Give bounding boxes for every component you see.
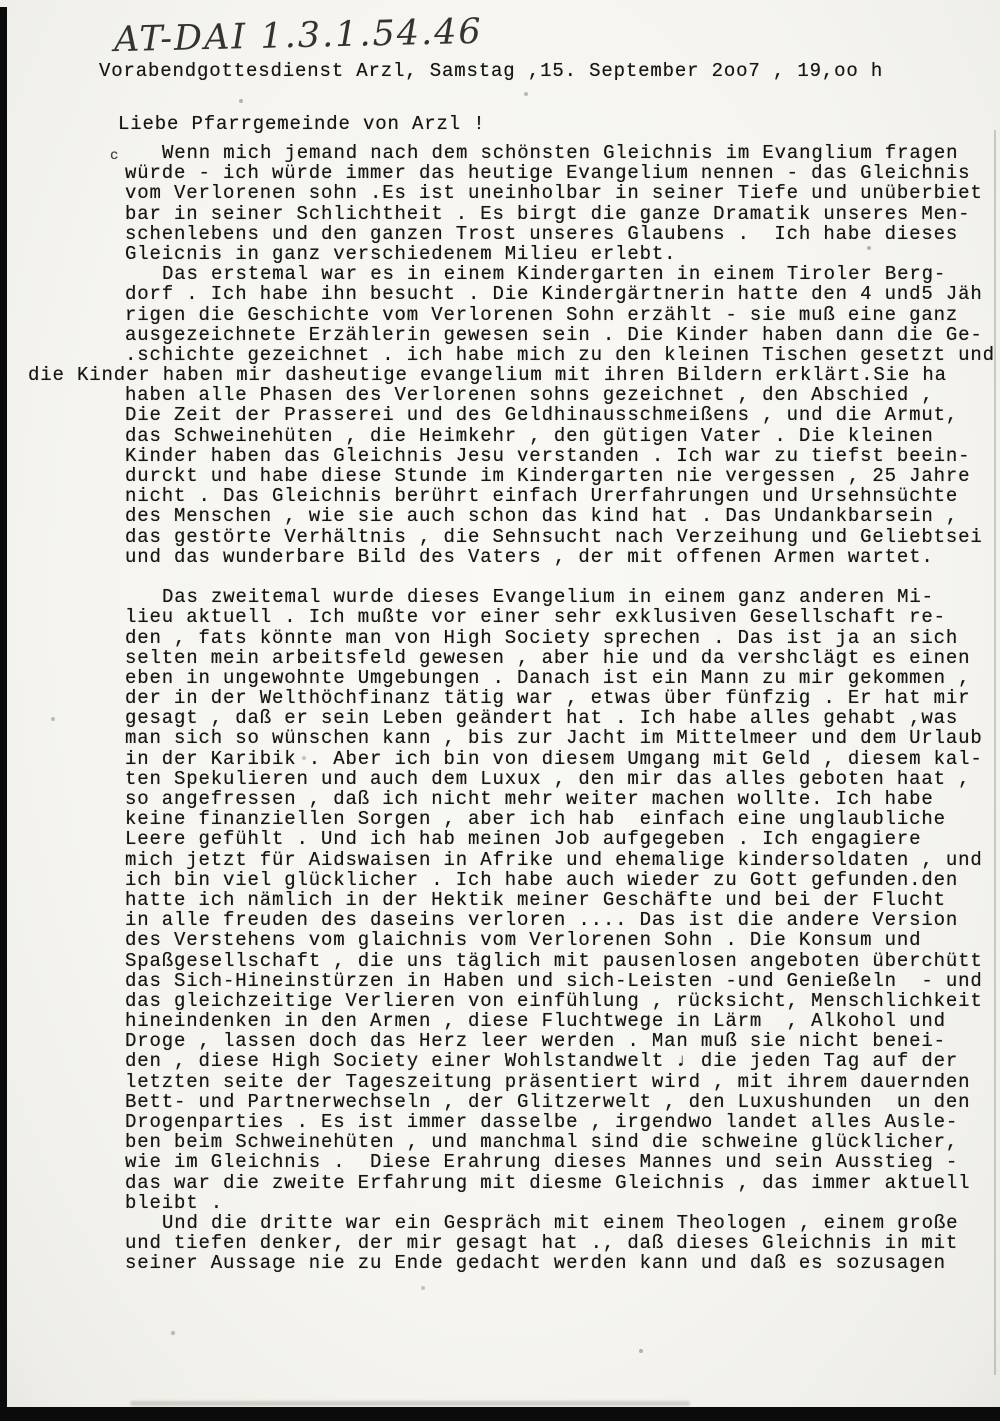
text-line: Droge , lassen doch das Herz leer werden . Man muß sie nicht benei- (125, 1030, 946, 1053)
paragraph (125, 1213, 995, 1274)
text-line: gesagt , daß er sein Leben geändert hat . Ich habe alles gehabt ,was (125, 707, 959, 730)
text-line: die Kinder haben mir dasheutige evangelium mit ihren Bildern erklärt.Sie ha (28, 364, 947, 387)
salutation: Liebe Pfarrgemeinde von Arzl ! (118, 113, 486, 135)
text-line: dorf . Ich habe ihn besucht . Die Kindergärtnerin hatte den 4 und5 Jäh (125, 283, 983, 306)
text-line: in alle freuden des daseins verloren .... Das ist die andere Version (125, 909, 959, 932)
text-line: Das zweitemal wurde dieses Evangelium in einem ganz anderen Mi- (162, 586, 934, 609)
paragraph (28, 263, 995, 568)
text-line: der in der Welthöchfinanz tätig war , etwas über fünfzig . Er hat mir (125, 687, 971, 710)
paragraph (125, 143, 995, 264)
text-line: den , fats könnte man von High Society sprechen . Das ist ja an sich (125, 626, 959, 649)
text-line: haben alle Phasen des Verlorenen sohns gezeichnet , den Abschied , (125, 384, 934, 407)
text-line: bar in seiner Schlichtheit . Es birgt die ganze Dramatik unseres Men- (125, 202, 971, 225)
text-line: ben beim Schweinehüten , und manchmal sind die schweine glücklicher, (125, 1131, 959, 1154)
text-line: das war die zweite Erfahrung mit diesme Gleichnis , das immer aktuell (125, 1171, 971, 1194)
text-line: so angefressen , daß ich nicht mehr weiter machen wollte. Ich habe (125, 788, 934, 810)
text-line: mich jetzt für Aidswaisen in Afrike und ehemalige kindersoldaten , und (125, 848, 983, 871)
document-body (28, 142, 995, 1275)
text-line: würde - ich würde immer das heutige Evangelium nennen - das Gleichnis (125, 162, 971, 185)
document-title: Vorabendgottesdienst Arzl, Samstag ,15. September 2oo7 , 19,oo h (99, 60, 884, 82)
text-line: das Schweinehüten , die Heimkehr , den gütigen Vater . Die kleinen (125, 424, 934, 447)
text-line: rigen die Geschichte vom Verlorenen Sohn erzählt - sie muß eine ganz (125, 303, 959, 326)
text-line: selten mein arbeitsfeld gewesen , aber hie und da vershclägt es einen (125, 646, 971, 669)
scan-edge-left-bar (0, 7, 7, 1421)
text-line: ten Spekulieren und auch dem Luxux , den mir das alles geboten haat , (125, 767, 971, 790)
archive-code-annotation: AT-DAI 1.3.1.54.46 (113, 11, 484, 61)
text-line: in der Karibik . Aber ich bin von diesem Umgang mit Geld , diesem kal- (125, 747, 983, 770)
text-line: man sich so wünschen kann , bis zur Jacht im Mittelmeer und dem Urlaub (125, 727, 983, 750)
text-line: eben in ungewohnte Umgebungen . Danach ist ein Mann zu mir gekommen , (125, 666, 971, 689)
stray-typed-mark: c (110, 148, 120, 164)
text-line: durckt und habe diese Stunde im Kindergarten nie vergessen , 25 Jahre (125, 465, 971, 487)
text-line: Die Zeit der Prasserei und des Geldhinausschmeißens , und die Armut, (125, 404, 959, 427)
text-line: des Verstehens vom glaichnis vom Verlorenen Sohn . Die Konsum und (125, 929, 922, 952)
text-line: Leere gefühlt . Und ich hab meinen Job aufgegeben . Ich engagiere (125, 828, 922, 851)
text-line: ich bin viel glücklicher . Ich habe auch wieder zu Gott gefunden.den (125, 868, 959, 891)
text-line: das Sich-Hineinstürzen in Haben und sich-Leisten -und Genießeln - und (125, 969, 983, 992)
text-line: seiner Aussage nie zu Ende gedacht werden kann und daß es sozusagen (125, 1252, 946, 1275)
text-line: vom Verlorenen sohn .Es ist uneinholbar in seiner Tiefe und unüberbiet (125, 182, 983, 205)
text-line: bleibt . (125, 1191, 224, 1214)
text-line: wie im Gleichnis . Diese Erahrung dieses Mannes und sein Ausstieg - (125, 1151, 959, 1174)
text-line: das gestörte Verhältnis , die Sehnsucht nach Verzeihung und Geliebtsei (125, 525, 983, 548)
text-line: des Menschen , wie sie auch schon das kind hat . Das Undankbarsein , (125, 505, 959, 528)
text-line: Und die dritte war ein Gespräch mit einem Theologen , einem große (162, 1211, 959, 1234)
text-line: Kinder haben das Gleichnis Jesu verstanden . Ich war zu tiefst beein- (125, 444, 971, 467)
text-line: Drogenparties . Es ist immer dasselbe , irgendwo landet alles Ausle- (125, 1111, 959, 1133)
text-line: .schichte gezeichnet . ich habe mich zu den kleinen Tischen gesetzt und (125, 343, 995, 366)
text-line: ausgezeichnete Erzählerin gewesen sein . Die Kinder haben dann die Ge- (125, 323, 983, 346)
text-line: letzten seite der Tageszeitung präsentiert wird , mit ihrem dauernden (125, 1070, 971, 1093)
text-line: Wenn mich jemand nach dem schönsten Gleichnis im Evanglium fragen (162, 142, 959, 164)
text-line: hineindenken in den Armen , diese Fluchtwege in Lärm , Alkohol und (125, 1010, 946, 1033)
text-line: den , diese High Society einer Wohlstandwelt ♩ die jeden Tag auf der (125, 1050, 959, 1073)
text-line: Spaßgesellschaft , die uns täglich mit pausenlosen angeboten überchütt (125, 949, 983, 972)
text-line: das gleichzeitige Verlieren von einfühlung , rücksicht, Menschlichkeit (125, 989, 983, 1012)
scan-edge-bottom-bar (0, 1407, 1000, 1421)
text-line: und tiefen denker, der mir gesagt hat ., daß dieses Gleichnis in mit (125, 1232, 959, 1255)
text-line: Das erstemal war es in einem Kindergarten in einem Tiroler Berg- (162, 263, 947, 286)
text-line: schenlebens und den ganzen Trost unseres Glaubens . Ich habe dieses (125, 222, 959, 245)
text-line: lieu aktuell . Ich mußte vor einer sehr exklusiven Gesellschaft re- (125, 606, 946, 629)
text-line: hatte ich nämlich in der Hektik meiner Geschäfte und bei der Flucht (125, 888, 946, 911)
paragraph (125, 587, 995, 1213)
scan-smudge (130, 1401, 690, 1406)
text-line: Gleicnis in ganz verschiedenem Milieu erlebt. (125, 242, 677, 265)
scan-noise-specks (0, 0, 2, 2)
text-line: Bett- und Partnerwechseln , der Glitzerwelt , den Luxushunden un den (125, 1090, 971, 1113)
text-line: keine finanziellen Sorgen , aber ich hab einfach eine unglaubliche (125, 808, 946, 831)
text-line: und das wunderbare Bild des Vaters , der mit offenen Armen wartet. (125, 545, 934, 568)
text-line: nicht . Das Gleichnis berührt einfach Urerfahrungen und Ursehnsüchte (125, 485, 959, 508)
